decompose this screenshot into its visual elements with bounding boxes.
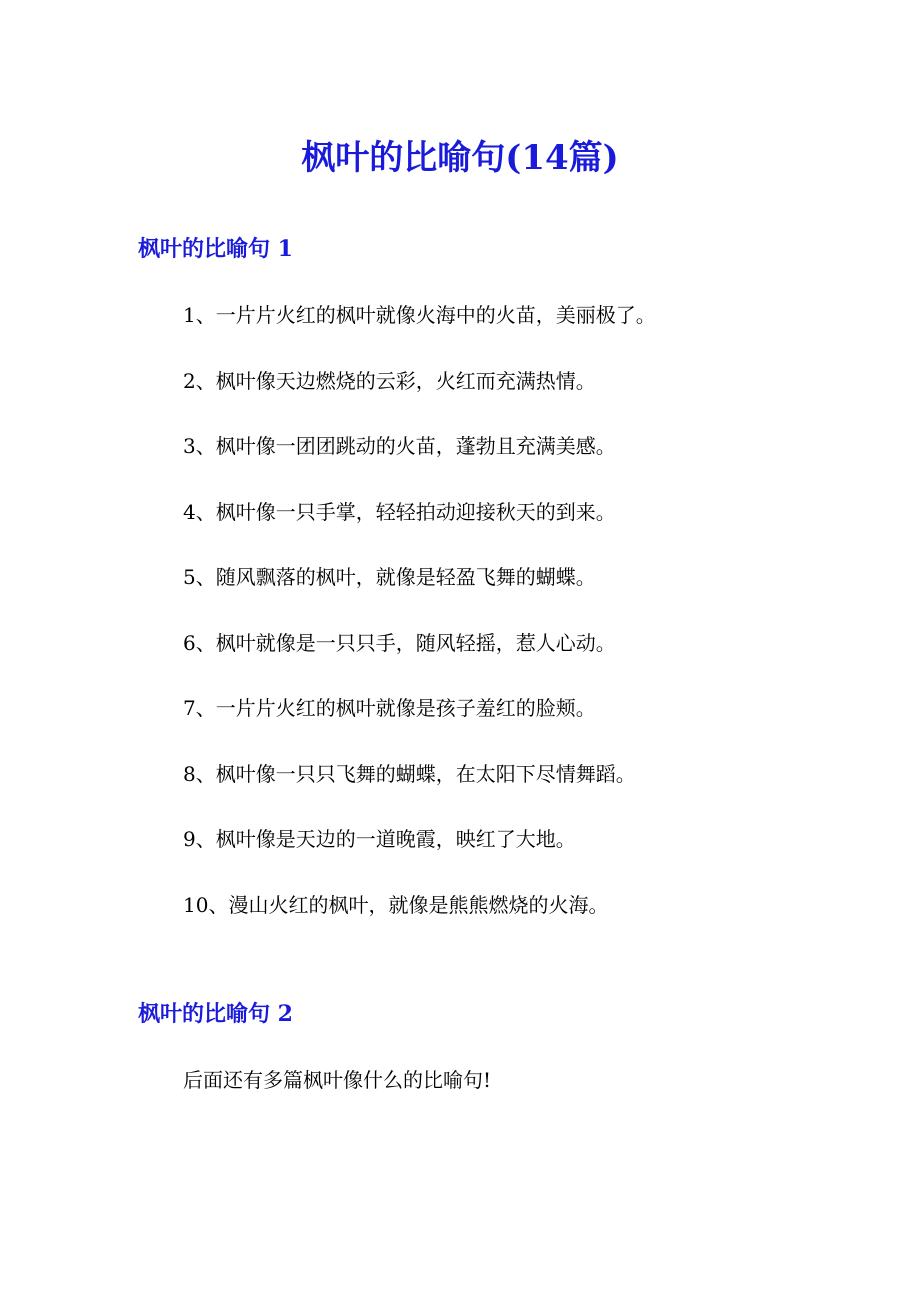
section-heading-1: 枫叶的比喻句 1 <box>138 236 293 262</box>
list-item-6: 6、枫叶就像是一只只手，随风轻摇，惹人心动。 <box>183 631 616 655</box>
list-item-8: 8、枫叶像一只只飞舞的蝴蝶，在太阳下尽情舞蹈。 <box>183 762 636 786</box>
document-title: 枫叶的比喻句(14篇) <box>301 138 619 178</box>
list-item-9: 9、枫叶像是天边的一道晚霞，映红了大地。 <box>183 827 576 851</box>
list-item-3: 3、枫叶像一团团跳动的火苗，蓬勃且充满美感。 <box>183 434 616 458</box>
list-item-2: 2、枫叶像天边燃烧的云彩，火红而充满热情。 <box>183 369 596 393</box>
section-heading-2: 枫叶的比喻句 2 <box>138 1001 293 1027</box>
list-item-7: 7、一片片火红的枫叶就像是孩子羞红的脸颊。 <box>183 696 596 720</box>
list-item-10: 10、漫山火红的枫叶，就像是熊熊燃烧的火海。 <box>183 893 609 917</box>
list-item-1: 1、一片片火红的枫叶就像火海中的火苗，美丽极了。 <box>183 303 656 327</box>
section-2-text: 后面还有多篇枫叶像什么的比喻句! <box>183 1068 492 1092</box>
list-item-4: 4、枫叶像一只手掌，轻轻拍动迎接秋天的到来。 <box>183 500 616 524</box>
list-item-5: 5、随风飘落的枫叶，就像是轻盈飞舞的蝴蝶。 <box>183 565 596 589</box>
